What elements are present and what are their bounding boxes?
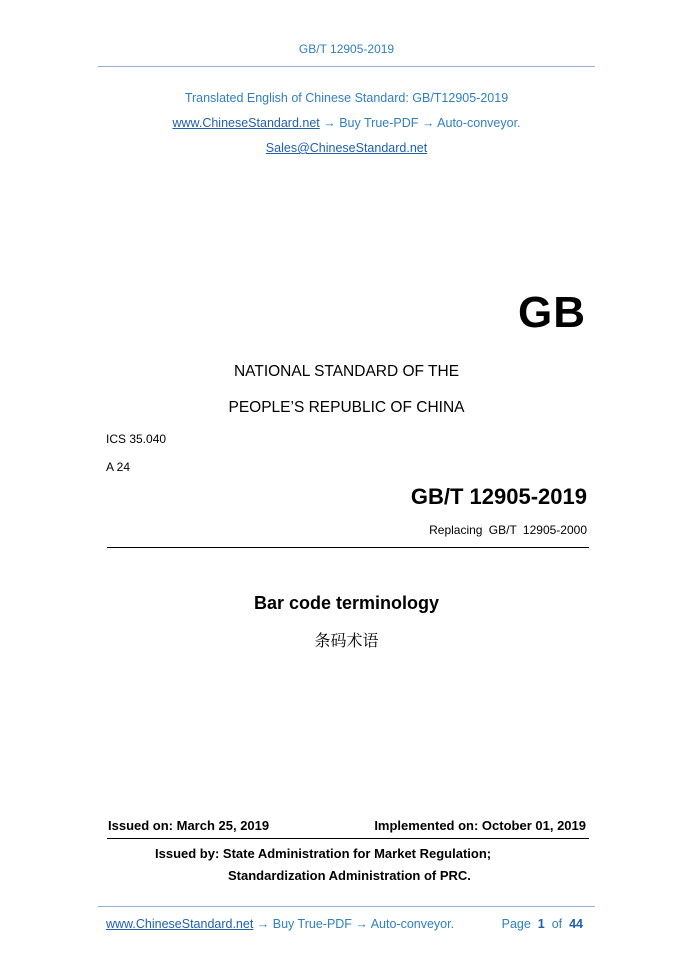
gb-mark: GB [518, 288, 586, 337]
footer-buy-text: → Buy True-PDF → Auto-conveyor. [253, 917, 455, 931]
sales-line [0, 141, 693, 155]
page-indicator [502, 917, 583, 931]
issued-by-line-2: Standardization Administration of PRC. [228, 868, 471, 883]
promo-links-line [0, 116, 693, 130]
ics-code: ICS 35.040 [106, 432, 167, 446]
issue-divider [107, 838, 589, 839]
page-header-title: GB/T 12905-2019 [298, 42, 395, 56]
header-divider [98, 66, 595, 67]
document-title-english: Bar code terminology [253, 593, 440, 613]
issued-by-line-1: Issued by: State Administration for Market Regulation; [155, 846, 492, 861]
document-title-chinese: 条码术语 [314, 631, 379, 650]
issued-on-date: Issued on: March 25, 2019 [108, 818, 270, 833]
footer-site-link[interactable]: www.ChineseStandard.net [106, 917, 254, 931]
implemented-on-date: Implemented on: October 01, 2019 [374, 818, 586, 833]
replacing-note: Replacing GB/T 12905-2000 [429, 523, 587, 537]
footer-links-line [106, 917, 454, 931]
classification-code: A 24 [106, 460, 131, 474]
buy-text: → Buy True-PDF → Auto-conveyor. [319, 116, 521, 130]
sales-email-link[interactable]: Sales@ChineseStandard.net [265, 141, 428, 155]
page-label: Page [501, 917, 531, 931]
page-of: of [551, 917, 563, 931]
page-current: 1 [537, 917, 545, 931]
title-divider [107, 547, 589, 548]
national-standard-line-1: NATIONAL STANDARD OF THE [233, 363, 460, 380]
translated-notice: Translated English of Chinese Standard: GB/T12905-2019 [184, 91, 509, 105]
national-standard-line-2: PEOPLE’S REPUBLIC OF CHINA [228, 399, 465, 416]
page-total: 44 [569, 917, 583, 931]
standard-number: GB/T 12905-2019 [410, 484, 587, 509]
site-link[interactable]: www.ChineseStandard.net [172, 116, 320, 130]
footer-divider [98, 906, 595, 907]
